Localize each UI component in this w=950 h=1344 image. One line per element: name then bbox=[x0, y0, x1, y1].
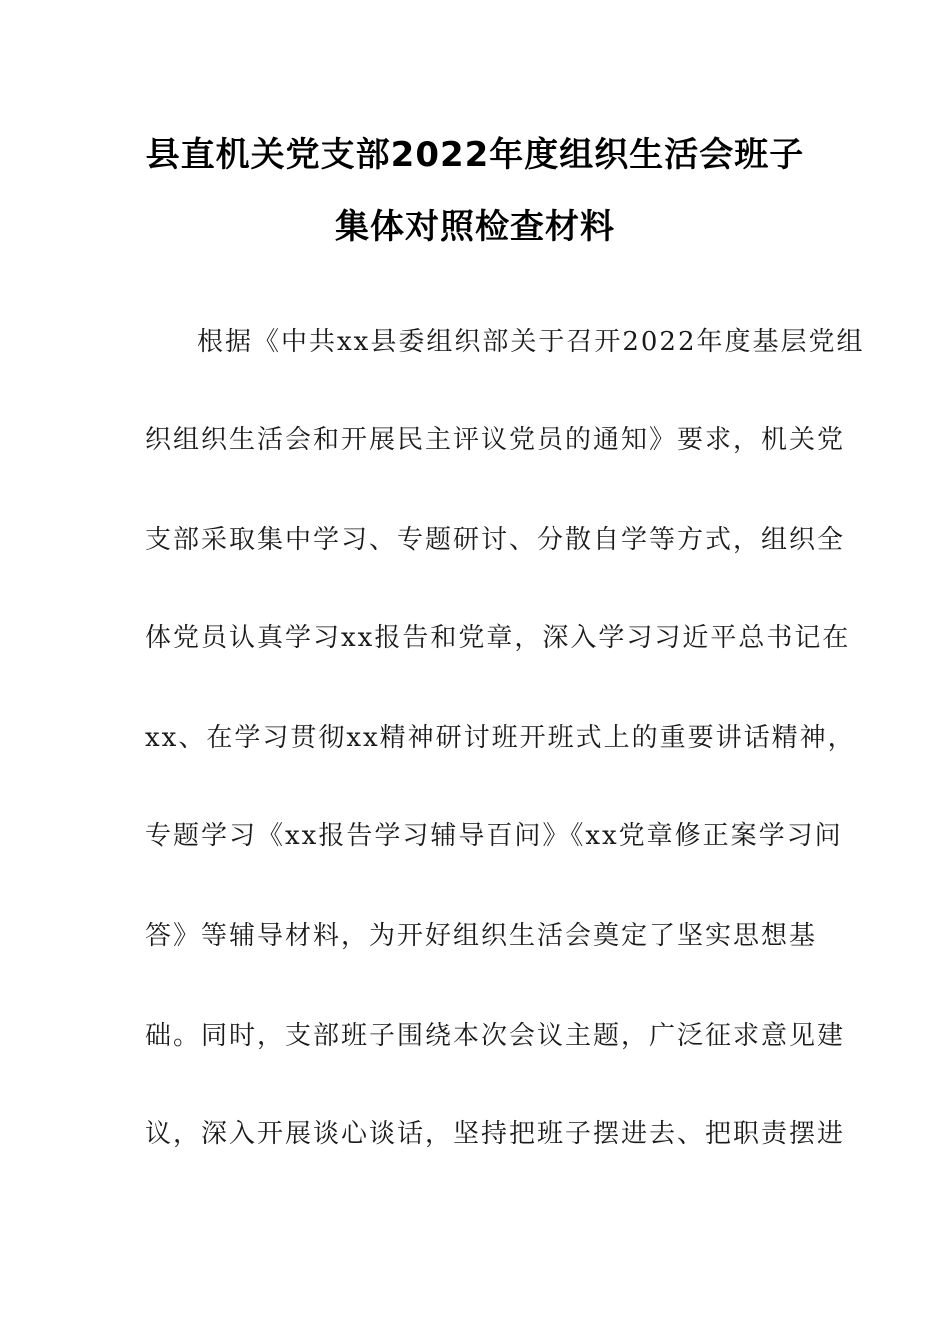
body-line-3: 支部采取集中学习、专题研讨、分散自学等方式，组织全 bbox=[145, 525, 846, 555]
document-title-line-2: 集体对照检查材料 bbox=[335, 207, 615, 247]
body-line-8: 础。同时，支部班子围绕本次会议主题，广泛征求意见建 bbox=[145, 1021, 846, 1051]
document-title-line-1: 县直机关党支部2022年度组织生活会班子 bbox=[145, 135, 805, 175]
body-line-5: xx、在学习贯彻xx精神研讨班开班式上的重要讲话精神， bbox=[145, 723, 856, 753]
body-line-6: 专题学习《xx报告学习辅导百问》《xx党章修正案学习问 bbox=[145, 821, 843, 851]
body-line-2: 织组织生活会和开展民主评议党员的通知》要求，机关党 bbox=[145, 425, 846, 455]
body-line-9: 议，深入开展谈心谈话，坚持把班子摆进去、把职责摆进 bbox=[145, 1119, 846, 1149]
body-line-7: 答》等辅导材料，为开好组织生活会奠定了坚实思想基 bbox=[145, 921, 818, 951]
body-line-1: 根据《中共xx县委组织部关于召开2022年度基层党组 bbox=[197, 327, 865, 357]
body-line-4: 体党员认真学习xx报告和党章，深入学习习近平总书记在 bbox=[145, 623, 851, 653]
